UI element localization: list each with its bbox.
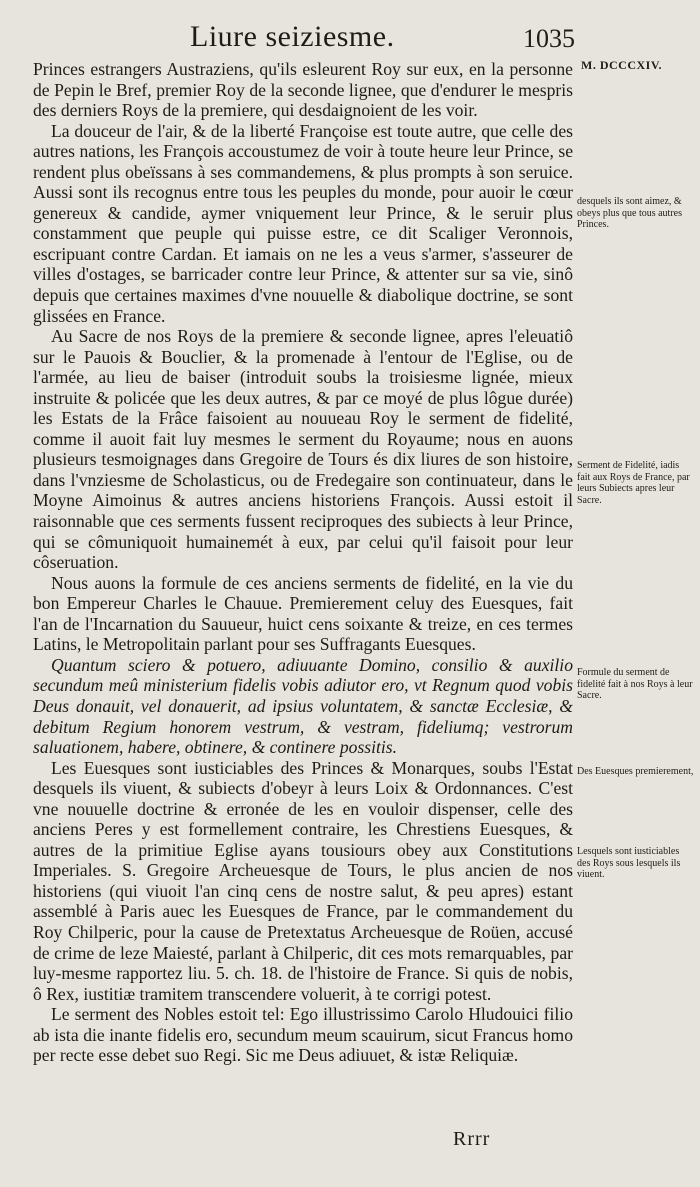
paragraph: Le serment des Nobles estoit tel: Ego illustrissimo Carolo Hludouici filio ab ista die inante fidelis ero, secundum meum scauirum, sicut Francus homo per recte esse debet suo Regi. Sic me Deus adiuuet, & istæ Reliquiæ. [33, 1004, 573, 1066]
body-text [33, 59, 573, 1066]
paragraph: Au Sacre de nos Roys de la premiere & seconde lignee, apres l'eleuatiô sur le Pauois & Bouclier, & la promenade à l'entour de l'Eglise, ou de l'armée, au lieu de baiser (introduit soubs la troisiesme lignée, mieux instruite & policée que les deux autres, & par ce moyé de plus lôgue durée) les Estats de la Frâce faisoient au nouueau Roy le serment de fidelité, comme il auoit fait luy mesmes le serment du Royaume; nous en auons plusieurs tesmoignages dans Gregoire de Tours és dix liures de son histoire, dans l'vnziesme de Scholasticus, ou de Fredegaire son continuateur, dans le Moyne Aimoinus & autres anciens historiens François. Aussi estoit il raisonnable que ces serments fussent reciproques des subiects à leur Prince, qui se cômuniquoit humainemét à eux, par celui qu'il faisoit pour leur côseruation. [33, 326, 573, 573]
running-title: Liure seiziesme. [190, 20, 395, 53]
paragraph: Princes estrangers Austraziens, qu'ils esleurent Roy sur eux, en la personne de Pepin le Bref, premier Roy de la seconde lignee, que d'endurer le mespris des derniers Roys de la premiere, qui desdaignoient de les voir. [33, 59, 573, 121]
margin-note: Formule du serment de fidelité fait à nos Roys à leur Sacre. [577, 667, 693, 701]
paragraph: Les Euesques sont iusticiables des Princes & Monarques, soubs l'Estat desquels ils viuent, & subiects d'obeyr à leurs Loix & Ordonnances. C'est vne nouuelle doctrine & erronée de les en vouloir dispenser, celle des anciens Peres y est formellement contraire, les Chrestiens Euesques, & autres de la primitiue Eglise ayans tousiours obey aux Constitutions Imperiales. S. Gregoire Archeuesque de Tours, le plus ancien de nos historiens (qui viuoit l'an cinq cens de nostre salut, & peu apres) estant assemblé à Paris auec les Euesques de France, par le commandement du Roy Chilperic, pour la cause de Pretextatus Archeuesque de Roüen, accusé de crime de leze Maiesté, parlant à Chilperic, dit ces mots remarquables, par luy-mesme rapportez liu. 5. ch. 18. de l'histoire de France. Si quis de nobis, ô Rex, iustitiæ tramitem transcendere voluerit, à te corrigi potest. [33, 757, 573, 1004]
margin-note: Lesquels sont iusticiables des Roys sous lesquels ils viuent. [577, 846, 681, 880]
latin-oath-quotation: Quantum sciero & potuero, adiuuante Domino, consilio & auxilio secundum meû ministerium fidelis vobis adiutor ero, vt Regnum quod vobis Deus donauit, vel donauerit, ad ipsius voluntatem, & sanctæ Ecclesiæ, & debitum Regium honorem vestrum, & vestram, fideliumq; vestrorum saluationem, habere, obtinere, & continere possitis. [33, 654, 573, 758]
margin-note: Serment de Fidelité, iadis fait aux Roys de France, par leurs Subiects apres leur Sacre. [577, 460, 690, 506]
margin-note: desquels ils sont aimez, & obeys plus que tous autres Princes. [577, 196, 682, 230]
paragraph: La douceur de l'air, & de la liberté Françoise est toute autre, que celle des autres nations, les François accoustumez de voir à toute heure leur Prince, se rendent plus obeïssans à ses commandemens, & plus prompts à son seruice. Aussi sont ils recognus entre tous les peuples du monde, pour auoir le cœur genereux & candide, aymer vniquement leur Prince, & le seruir plus constamment que peuple qui puisse estre, ce dit Scaliger Veronnois, escripuant contre Cardan. Et iamais on ne les a veus s'armer, s'asseurer de villes d'ostages, se barricader contre leur Prince, & attenter sur sa vie, sinô depuis que certaines maximes d'vne nouuelle & diabolique doctrine, se sont glissées en France. [33, 120, 573, 326]
paragraph: Nous auons la formule de ces anciens serments de fidelité, en la vie du bon Empereur Charles le Chauue. Premierement celuy des Euesques, fait l'an de l'Incarnation du Sauueur, huict cens soixante & treize, en ces termes Latins, le Metropolitain parlant pour ses Suffragants Euesques. [33, 572, 573, 655]
margin-note: Des Euesques premierement, [577, 766, 694, 777]
page-header [0, 6, 700, 56]
page-number: 1035 [523, 24, 575, 53]
year-marker: M. DCCCXIV. [581, 58, 662, 72]
signature-mark: Rrrr [453, 1128, 491, 1150]
